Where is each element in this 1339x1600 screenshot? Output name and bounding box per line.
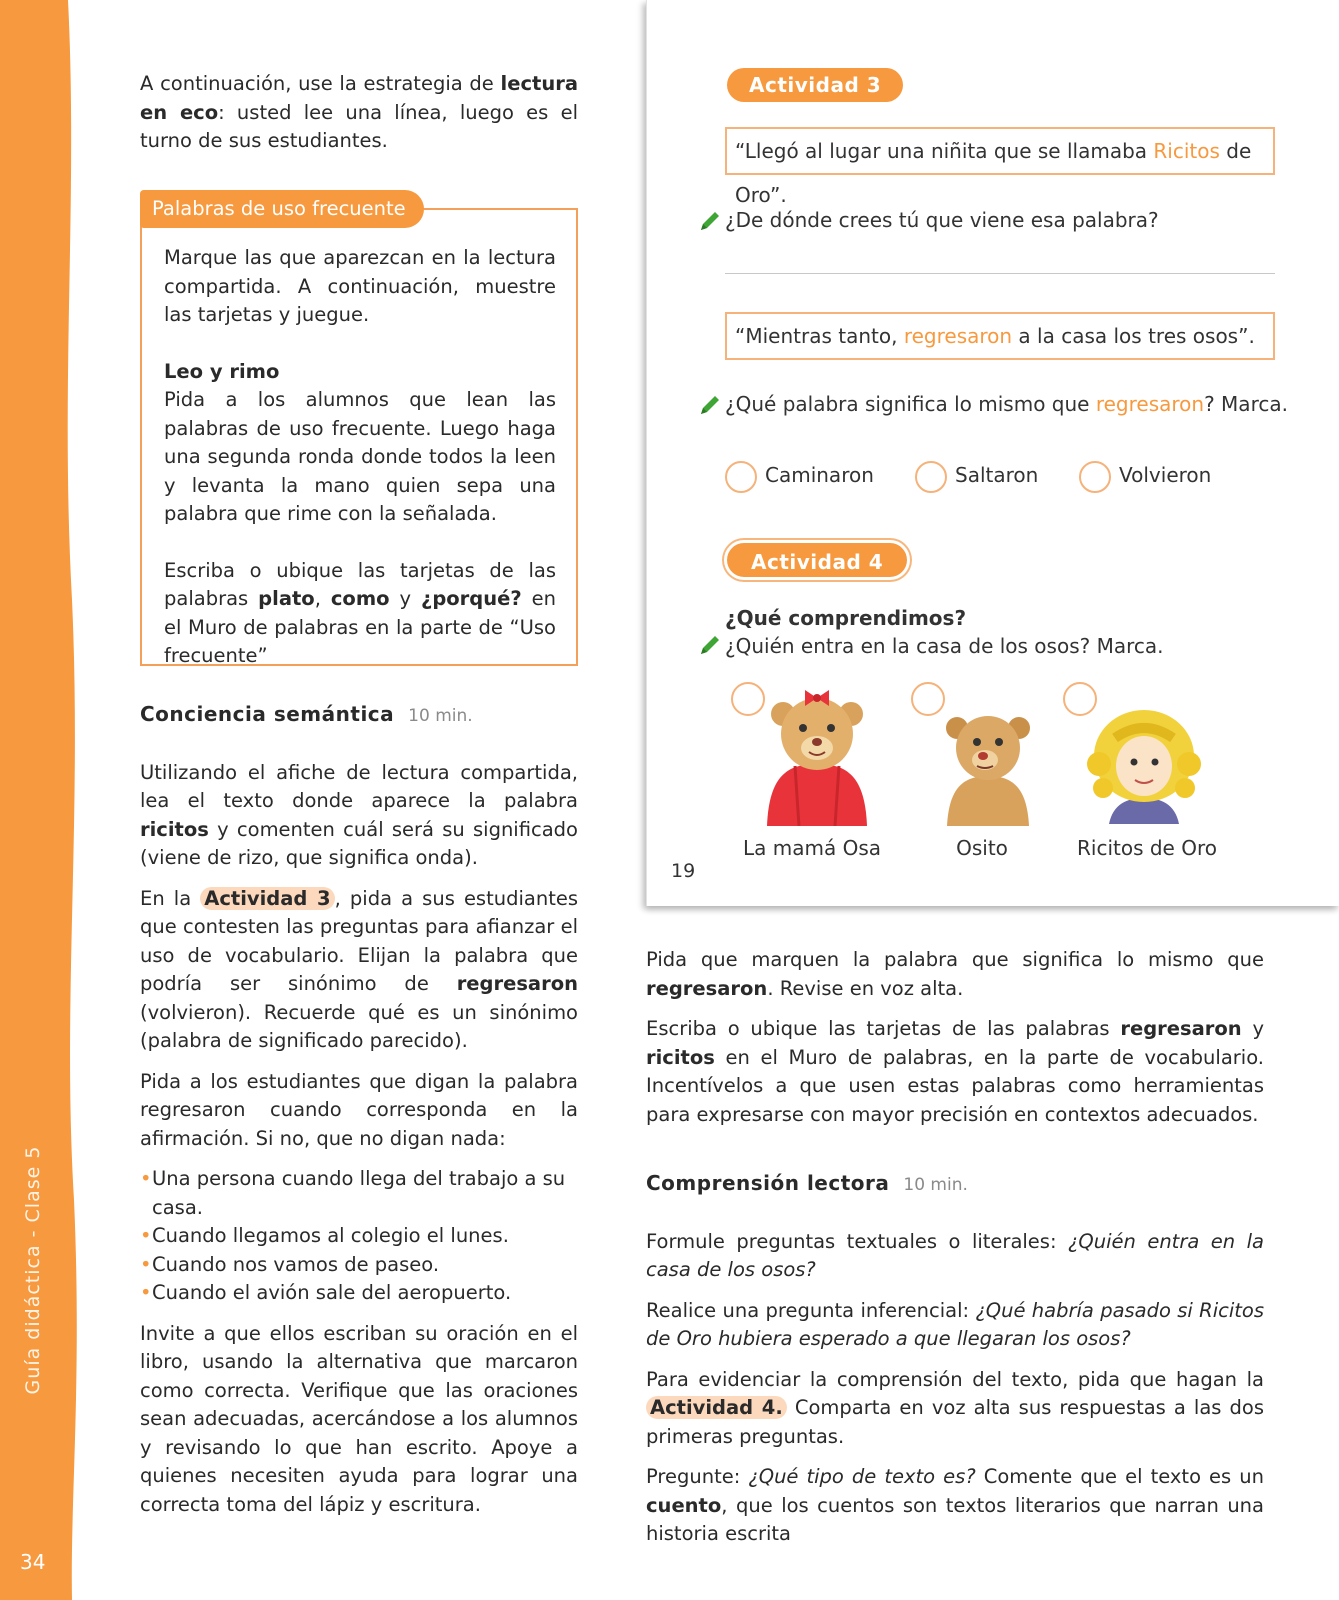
pencil-icon — [699, 210, 721, 232]
quote-box-2: “Mientras tanto, regresaron a la casa los tres osos”. — [725, 312, 1275, 360]
activity-4-highlight: Actividad 4. — [646, 1396, 787, 1419]
character-label-ricitos: Ricitos de Oro — [1077, 836, 1217, 860]
character-label-mama-osa: La mamá Osa — [742, 836, 881, 860]
question-2: ¿Qué palabra significa lo mismo que regresaron? Marca. — [725, 392, 1288, 416]
option-caminaron[interactable]: Caminaron — [725, 459, 874, 493]
comprehension-title-row: Comprensión lectora 10 min. — [646, 1171, 968, 1195]
activity-3-pill: Actividad 3 — [727, 68, 903, 102]
list-item: • Una persona cuando llega del trabajo a su casa. — [140, 1165, 578, 1222]
right-paragraph-4: Realice una pregunta inferencial: ¿Qué habría pasado si Ricitos de Oro hubiera esperado a que llegaran los osos? — [646, 1298, 1264, 1350]
option-volvieron[interactable]: Volvieron — [1079, 459, 1211, 493]
sidebar-band — [0, 0, 80, 1600]
radio-circle[interactable] — [915, 461, 947, 493]
activity-3-highlight: Actividad 3 — [200, 887, 334, 910]
frequent-words-box — [140, 208, 578, 666]
right-paragraph-1: Pida que marquen la palabra que significa lo mismo que regresaron. Revise en voz alta. — [646, 948, 1264, 1000]
list-item: • Cuando el avión sale del aeropuerto. — [140, 1279, 578, 1308]
frequent-words-tab: Palabras de uso frecuente — [140, 190, 424, 228]
semantic-paragraph-3: Pida a los estudiantes que digan la palabra regresaron cuando corresponda en la afirmación. Si no, que no digan nada: — [140, 1069, 578, 1150]
character-label-osito: Osito — [956, 836, 1008, 860]
goldilocks-illustration — [1079, 704, 1209, 824]
pencil-icon — [699, 634, 721, 656]
leo-rimo-text: Pida a los alumnos que lean las palabras de uso frecuente. Luego haga una segunda ronda donde todos la leen y levanta la mano quien sepa una palabra que rime con la señalada. — [164, 388, 556, 525]
semantic-title-row: Conciencia semántica 10 min. — [140, 702, 473, 726]
left-column-intro — [140, 70, 578, 156]
pencil-icon — [699, 394, 721, 416]
semantic-paragraph-2: En la Actividad 3 , pida a sus estudiantes que contesten las preguntas para afianzar el uso de vocabulario. Elijan la palabra que podría ser sinónimo de regresaron (volvieron). Recuerde qué es un sinónimo (palabra de significado parecido). — [140, 886, 579, 1052]
radio-circle[interactable] — [725, 461, 757, 493]
right-paragraph-5: Para evidenciar la comprensión del texto, pida que hagan la Actividad 4. Comparta en voz alta sus respuestas a las dos primeras preguntas. — [646, 1367, 1264, 1448]
box-paragraph-3: Escriba o ubique las tarjetas de las palabras plato, como y ¿porqué? en el Muro de palabras en la parte de “Uso frecuente” — [164, 558, 557, 667]
question-1: ¿De dónde crees tú que viene esa palabra? — [725, 208, 1159, 232]
option-saltaron[interactable]: Saltaron — [915, 459, 1038, 493]
intro-paragraph: A continuación, use la estrategia de lectura en eco: usted lee una línea, luego es el turno de sus estudiantes. — [140, 72, 578, 152]
semantic-paragraph-4: Invite a que ellos escriban su oración en el libro, usando la alternativa que marcaron como correcta. Verifique que las oraciones sean adecuadas, acercándose a los alumnos y revisando lo que han escrito. Apoye a quienes necesiten ayuda para lograr una correcta toma del lápiz y escritura. — [140, 1321, 578, 1516]
box-paragraph-1: Marque las que aparezcan en la lectura compartida. A continuación, muestre las tarjetas y juegue. — [164, 246, 556, 326]
statement-list — [140, 1165, 578, 1308]
activity-4-title: ¿Qué comprendimos? — [725, 606, 967, 630]
right-paragraph-6: Pregunte: ¿Qué tipo de texto es? Comente que el texto es un cuento, que los cuentos son textos literarios que narran una historia escrita — [646, 1465, 1264, 1545]
workbook-page-number: 19 — [671, 860, 696, 882]
workbook-page — [646, 0, 1339, 906]
question-3: ¿Quién entra en la casa de los osos? Marca. — [725, 634, 1164, 658]
little-bear-illustration — [933, 700, 1043, 826]
list-item: • Cuando nos vamos de paseo. — [140, 1251, 578, 1280]
semantic-section — [140, 700, 578, 1519]
answer-line[interactable] — [725, 273, 1275, 274]
right-paragraph-3: Formule preguntas textuales o literales: ¿Quién entra en la casa de los osos? — [646, 1229, 1264, 1281]
mama-bear-illustration — [747, 676, 887, 826]
radio-circle[interactable] — [1079, 461, 1111, 493]
sidebar-label: Guía didáctica - Clase 5 — [22, 1145, 44, 1395]
semantic-paragraph-1: Utilizando el afiche de lectura compartida, lea el texto donde aparece la palabra ricitos y comenten cuál será su significado (viene de rizo, que significa onda). — [140, 760, 578, 869]
list-item: • Cuando llegamos al colegio el lunes. — [140, 1222, 578, 1251]
quote-box-1: “Llegó al lugar una niñita que se llamaba Ricitos de Oro”. — [725, 127, 1275, 175]
page-number: 34 — [20, 1550, 46, 1574]
activity-4-pill: Actividad 4 — [727, 543, 907, 577]
leo-rimo-title: Leo y rimo — [164, 359, 280, 383]
right-paragraph-2: Escriba o ubique las tarjetas de las palabras regresaron y ricitos en el Muro de palabras, en la parte de vocabulario. Incentívelos a que usen estas palabras como herramientas para expresarse con mayor precisión en contextos adecuados. — [646, 1017, 1264, 1126]
right-column — [646, 946, 1264, 1549]
